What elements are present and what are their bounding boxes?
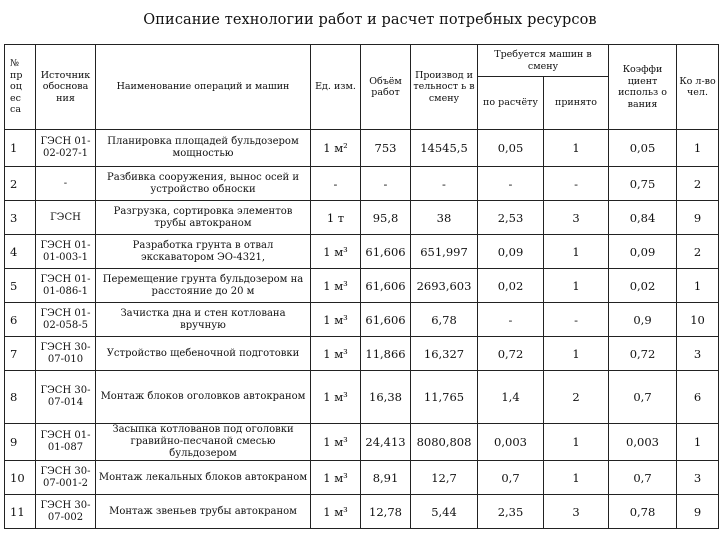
cell-productivity: 38 xyxy=(411,201,478,235)
cell-num: 8 xyxy=(5,371,36,424)
cell-by-calc: - xyxy=(478,167,544,201)
col-header-source: Источник обоснова ния xyxy=(36,45,96,130)
cell-accepted: 3 xyxy=(544,495,609,529)
cell-volume: 8,91 xyxy=(361,461,411,495)
cell-productivity: 14545,5 xyxy=(411,130,478,167)
cell-productivity: 8080,808 xyxy=(411,424,478,461)
cell-volume: 16,38 xyxy=(361,371,411,424)
cell-productivity: 12,7 xyxy=(411,461,478,495)
cell-qty: 1 xyxy=(677,269,719,303)
resources-table xyxy=(4,44,719,529)
cell-accepted: 3 xyxy=(544,201,609,235)
cell-by-calc: 0,09 xyxy=(478,235,544,269)
cell-volume: 12,78 xyxy=(361,495,411,529)
cell-qty: 1 xyxy=(677,130,719,167)
table-row xyxy=(5,235,719,269)
cell-unit: 1 т xyxy=(311,201,361,235)
cell-source: ГЭСН 30-07-014 xyxy=(36,371,96,424)
cell-accepted: - xyxy=(544,303,609,337)
cell-num: 3 xyxy=(5,201,36,235)
cell-unit: 1 м³ xyxy=(311,235,361,269)
cell-name: Перемещение грунта бульдозером на расстояние до 20 м xyxy=(96,269,311,303)
cell-volume: 95,8 xyxy=(361,201,411,235)
cell-volume: 24,413 xyxy=(361,424,411,461)
cell-productivity: 16,327 xyxy=(411,337,478,371)
cell-by-calc: 0,05 xyxy=(478,130,544,167)
table-row xyxy=(5,495,719,529)
cell-by-calc: 0,02 xyxy=(478,269,544,303)
cell-productivity: 651,997 xyxy=(411,235,478,269)
cell-source: ГЭСН 30-07-001-2 xyxy=(36,461,96,495)
cell-coef: 0,72 xyxy=(609,337,677,371)
cell-coef: 0,78 xyxy=(609,495,677,529)
cell-num: 6 xyxy=(5,303,36,337)
cell-by-calc: 1,4 xyxy=(478,371,544,424)
cell-by-calc: 2,35 xyxy=(478,495,544,529)
col-header-by-calc: по расчёту xyxy=(478,77,544,130)
cell-volume: - xyxy=(361,167,411,201)
table-row xyxy=(5,130,719,167)
cell-by-calc: 0,7 xyxy=(478,461,544,495)
cell-accepted: 1 xyxy=(544,424,609,461)
cell-volume: 11,866 xyxy=(361,337,411,371)
cell-accepted: 2 xyxy=(544,371,609,424)
cell-productivity: - xyxy=(411,167,478,201)
col-header-coef: Коэффи циент использ о вания xyxy=(609,45,677,130)
table-row xyxy=(5,424,719,461)
cell-unit: 1 м³ xyxy=(311,269,361,303)
cell-unit: - xyxy=(311,167,361,201)
cell-unit: 1 м³ xyxy=(311,337,361,371)
cell-name: Разработка грунта в отвал экскаватором ЭО-4321, xyxy=(96,235,311,269)
cell-num: 7 xyxy=(5,337,36,371)
col-header-machines-required: Требуется машин в смену xyxy=(478,45,609,77)
page-title: Описание технологии работ и расчет потребных ресурсов xyxy=(143,12,597,28)
cell-name: Монтаж лекальных блоков автокраном xyxy=(96,461,311,495)
col-header-volume: Объём работ xyxy=(361,45,411,130)
table-row xyxy=(5,201,719,235)
cell-name: Зачистка дна и стен котлована вручную xyxy=(96,303,311,337)
cell-source: ГЭСН 01-02-027-1 xyxy=(36,130,96,167)
cell-num: 5 xyxy=(5,269,36,303)
cell-num: 9 xyxy=(5,424,36,461)
cell-accepted: - xyxy=(544,167,609,201)
col-header-unit: Ед. изм. xyxy=(311,45,361,130)
cell-source: ГЭСН xyxy=(36,201,96,235)
table-row xyxy=(5,269,719,303)
col-header-name: Наименование операций и машин xyxy=(96,45,311,130)
cell-coef: 0,7 xyxy=(609,461,677,495)
cell-unit: 1 м³ xyxy=(311,424,361,461)
cell-volume: 61,606 xyxy=(361,235,411,269)
table-row xyxy=(5,371,719,424)
cell-coef: 0,7 xyxy=(609,371,677,424)
table-row xyxy=(5,167,719,201)
cell-qty: 10 xyxy=(677,303,719,337)
cell-unit: 1 м³ xyxy=(311,461,361,495)
cell-name: Засыпка котлованов под оголовки гравийно-песчаной смесью бульдозером xyxy=(96,424,311,461)
cell-productivity: 2693,603 xyxy=(411,269,478,303)
cell-unit: 1 м² xyxy=(311,130,361,167)
cell-coef: 0,05 xyxy=(609,130,677,167)
col-header-productivity: Производ и тельност ь в смену xyxy=(411,45,478,130)
cell-productivity: 11,765 xyxy=(411,371,478,424)
cell-unit: 1 м³ xyxy=(311,303,361,337)
cell-accepted: 1 xyxy=(544,235,609,269)
cell-source: ГЭСН 01-01-003-1 xyxy=(36,235,96,269)
cell-by-calc: 2,53 xyxy=(478,201,544,235)
col-header-qty: Ко л-во чел. xyxy=(677,45,719,130)
cell-source: ГЭСН 01-02-058-5 xyxy=(36,303,96,337)
cell-coef: 0,9 xyxy=(609,303,677,337)
cell-unit: 1 м³ xyxy=(311,371,361,424)
table-row xyxy=(5,337,719,371)
cell-volume: 753 xyxy=(361,130,411,167)
col-header-num: № пр оц ес са xyxy=(5,45,36,130)
cell-qty: 2 xyxy=(677,235,719,269)
cell-name: Разбивка сооружения, вынос осей и устройство обноски xyxy=(96,167,311,201)
cell-qty: 3 xyxy=(677,461,719,495)
cell-name: Устройство щебеночной подготовки xyxy=(96,337,311,371)
cell-num: 2 xyxy=(5,167,36,201)
cell-accepted: 1 xyxy=(544,337,609,371)
cell-by-calc: - xyxy=(478,303,544,337)
cell-source: ГЭСН 30-07-002 xyxy=(36,495,96,529)
cell-accepted: 1 xyxy=(544,269,609,303)
cell-source: ГЭСН 01-01-086-1 xyxy=(36,269,96,303)
cell-name: Планировка площадей бульдозером мощностью xyxy=(96,130,311,167)
cell-productivity: 6,78 xyxy=(411,303,478,337)
cell-accepted: 1 xyxy=(544,130,609,167)
cell-coef: 0,09 xyxy=(609,235,677,269)
cell-name: Разгрузка, сортировка элементов трубы автокраном xyxy=(96,201,311,235)
cell-qty: 9 xyxy=(677,201,719,235)
cell-source: ГЭСН 01-01-087 xyxy=(36,424,96,461)
cell-unit: 1 м³ xyxy=(311,495,361,529)
cell-volume: 61,606 xyxy=(361,303,411,337)
cell-qty: 9 xyxy=(677,495,719,529)
cell-num: 11 xyxy=(5,495,36,529)
cell-num: 4 xyxy=(5,235,36,269)
cell-num: 10 xyxy=(5,461,36,495)
cell-qty: 6 xyxy=(677,371,719,424)
cell-coef: 0,75 xyxy=(609,167,677,201)
cell-num: 1 xyxy=(5,130,36,167)
cell-accepted: 1 xyxy=(544,461,609,495)
cell-volume: 61,606 xyxy=(361,269,411,303)
cell-coef: 0,84 xyxy=(609,201,677,235)
cell-qty: 1 xyxy=(677,424,719,461)
cell-qty: 3 xyxy=(677,337,719,371)
table-row xyxy=(5,303,719,337)
col-header-accepted: принято xyxy=(544,77,609,130)
cell-productivity: 5,44 xyxy=(411,495,478,529)
cell-name: Монтаж блоков оголовков автокраном xyxy=(96,371,311,424)
cell-coef: 0,02 xyxy=(609,269,677,303)
cell-qty: 2 xyxy=(677,167,719,201)
cell-by-calc: 0,003 xyxy=(478,424,544,461)
cell-source: ГЭСН 30-07-010 xyxy=(36,337,96,371)
cell-coef: 0,003 xyxy=(609,424,677,461)
cell-source: - xyxy=(36,167,96,201)
cell-name: Монтаж звеньев трубы автокраном xyxy=(96,495,311,529)
cell-by-calc: 0,72 xyxy=(478,337,544,371)
table-row xyxy=(5,461,719,495)
